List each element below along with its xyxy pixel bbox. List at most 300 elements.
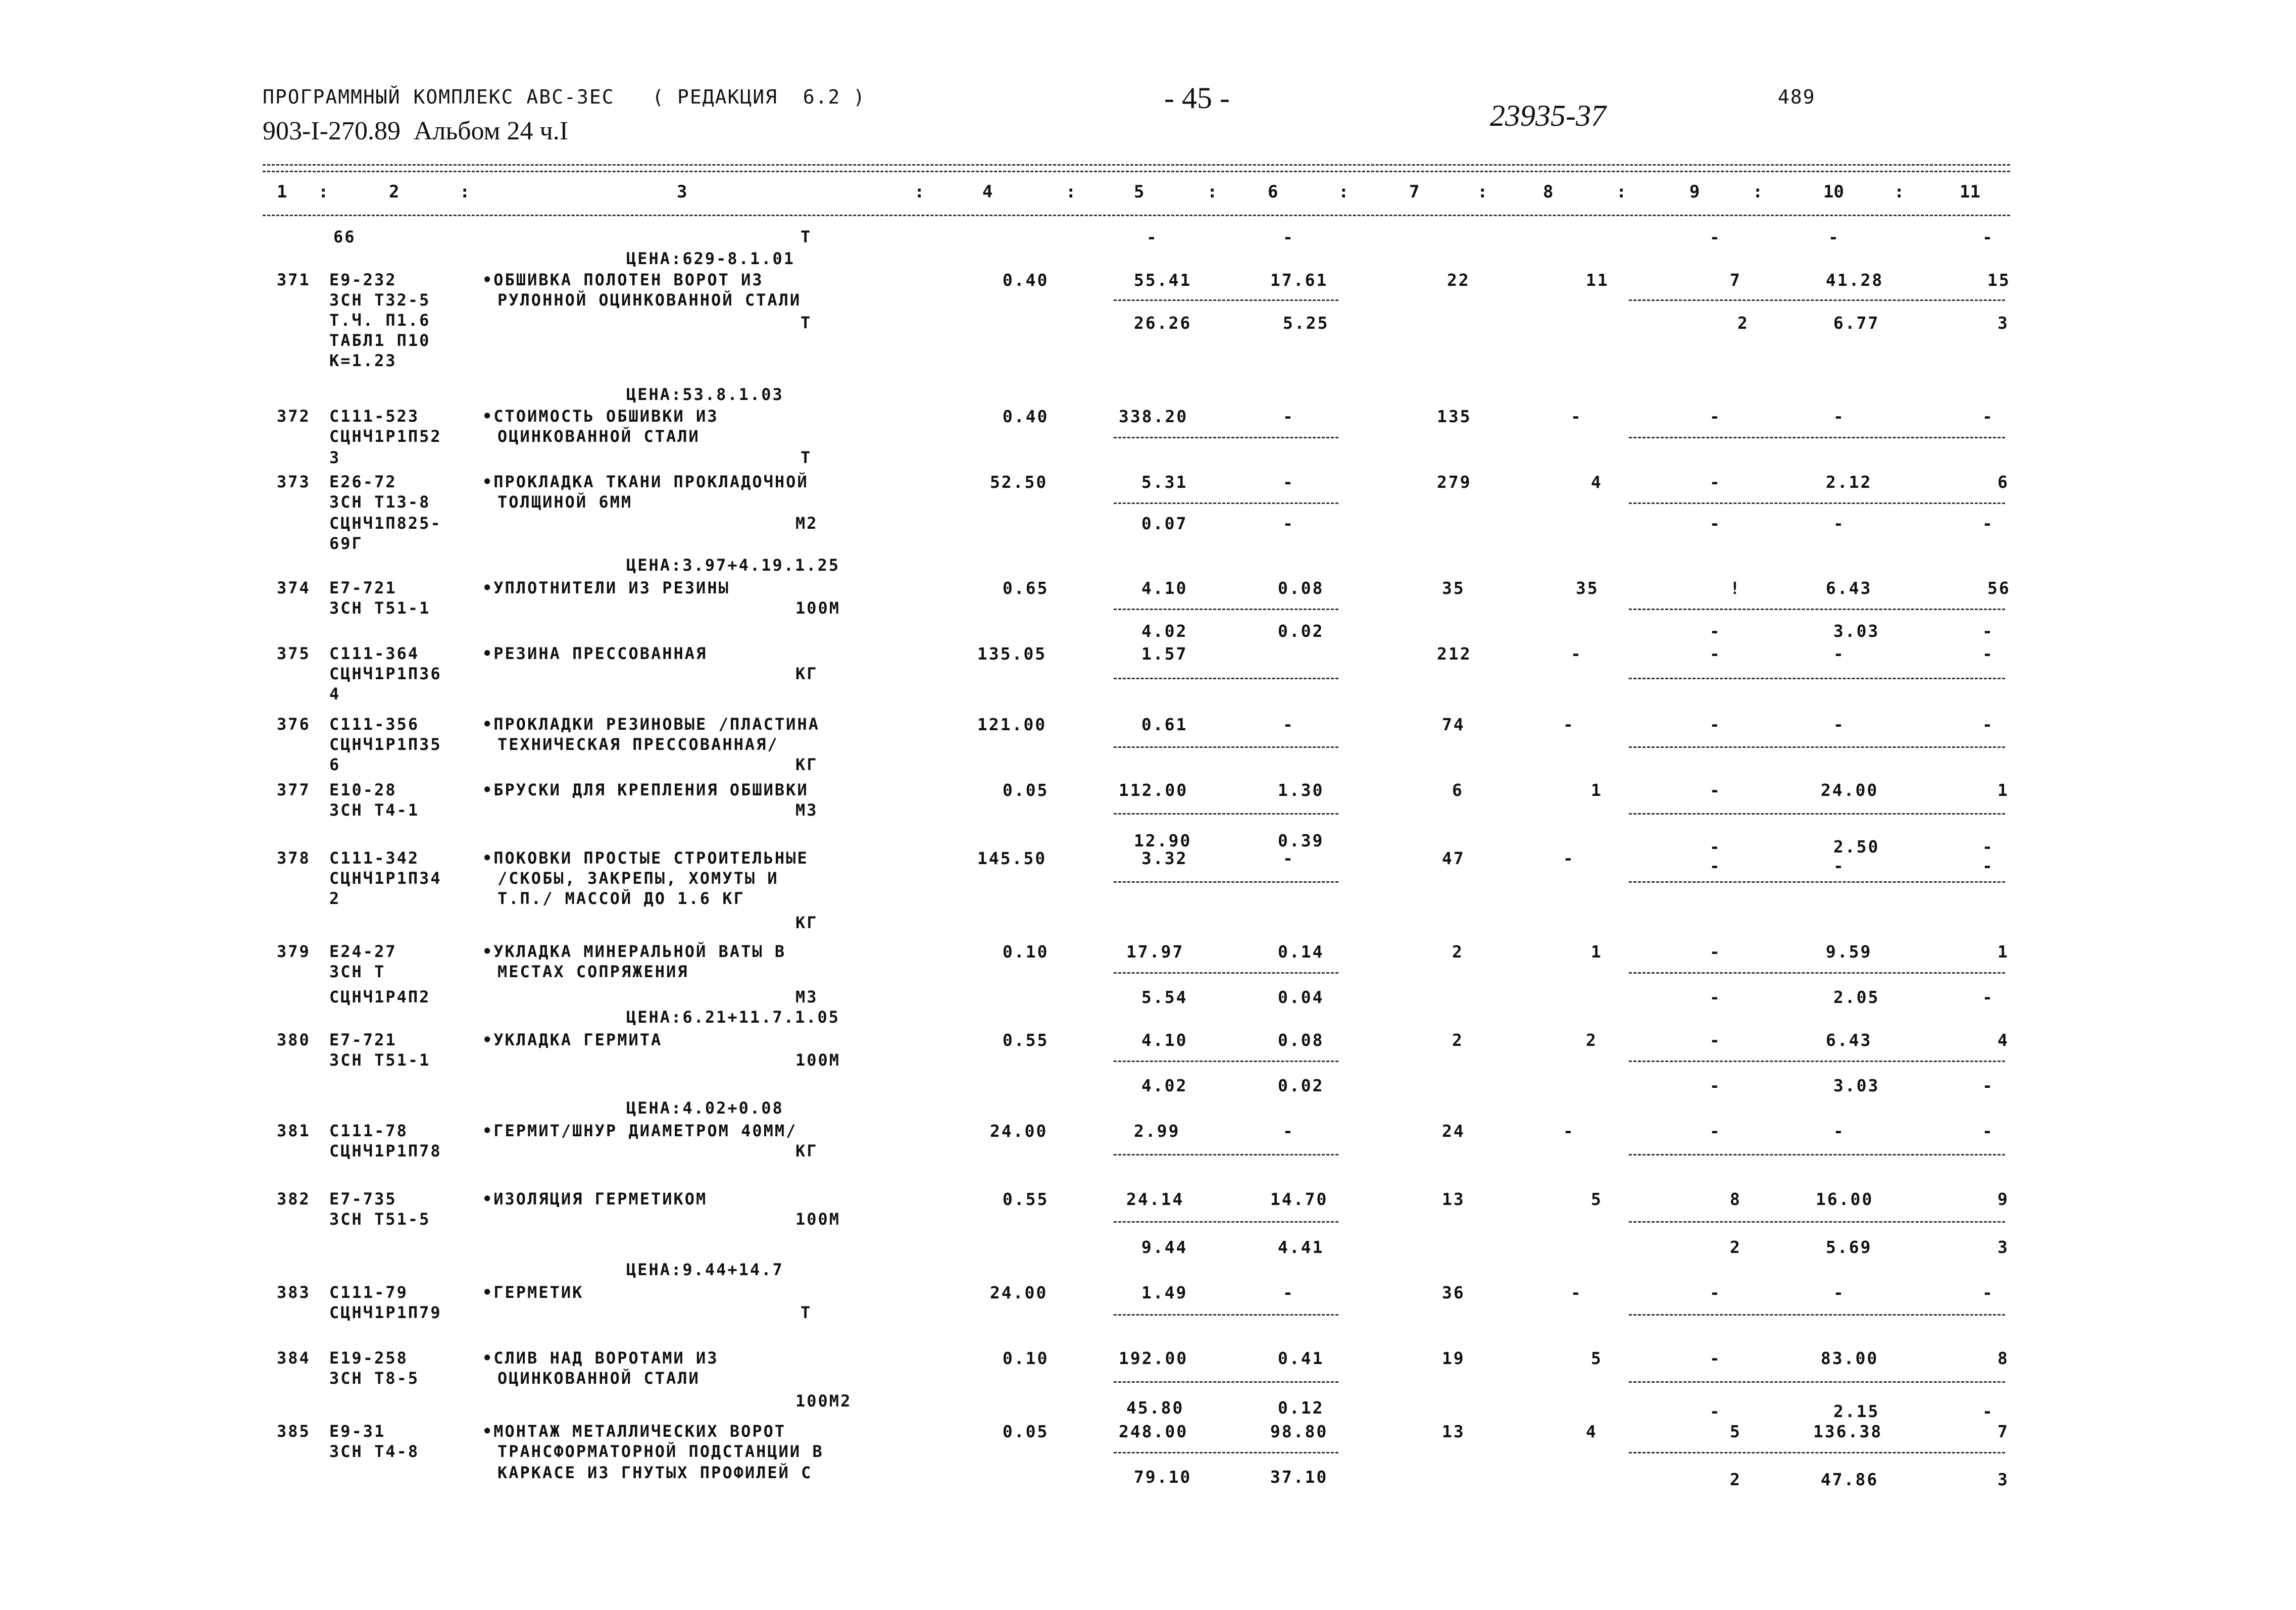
cell: 19 <box>1442 1348 1465 1368</box>
page-corner-number: 489 <box>1778 86 1816 108</box>
col-sep: : <box>1477 182 1488 202</box>
cell: 1 <box>1998 780 2009 800</box>
cell: 1 <box>1998 942 2009 962</box>
work-description: •УПЛОТНИТЕЛИ ИЗ РЕЗИНЫ <box>482 578 730 597</box>
col-sep: : <box>460 182 470 202</box>
cell: 1 <box>1591 780 1603 800</box>
cell: - <box>1283 848 1294 868</box>
norm-code: С111-356 <box>329 715 420 734</box>
subtotal-rule <box>1629 678 2005 679</box>
cell: 0.39 <box>1278 831 1324 850</box>
cell: 3 <box>1998 313 2009 333</box>
norm-code: Е9-31 <box>329 1422 386 1441</box>
cell: - <box>1283 514 1294 533</box>
unit: 100М2 <box>795 1391 852 1411</box>
work-description: МЕСТАХ СОПРЯЖЕНИЯ <box>497 962 689 981</box>
col-2: 2 <box>389 182 400 202</box>
cell: - <box>1982 514 1994 533</box>
cell: - <box>1710 1030 1721 1050</box>
quantity: 0.40 <box>1003 270 1049 290</box>
subtotal-rule <box>1629 813 2005 815</box>
row-number: 383 <box>277 1283 311 1302</box>
cell: 1.57 <box>1141 644 1188 664</box>
cell: - <box>1563 848 1575 868</box>
cell: 22 <box>1447 270 1470 290</box>
row-number: 373 <box>277 472 311 491</box>
quantity: 0.05 <box>1003 780 1049 800</box>
col-8: 8 <box>1543 182 1554 202</box>
col-9: 9 <box>1689 182 1700 202</box>
cell: 2 <box>1730 1470 1741 1489</box>
norm-code: К=1.23 <box>329 351 397 370</box>
col-sep: : <box>318 182 329 202</box>
quantity: 0.10 <box>1003 1348 1049 1368</box>
norm-code: С111-79 <box>329 1283 408 1302</box>
cell: 74 <box>1442 715 1465 734</box>
cell: 5.31 <box>1141 472 1188 492</box>
work-description: Т.П./ МАССОЙ ДО 1.6 КГ <box>497 889 745 908</box>
cell: - <box>1283 1121 1294 1141</box>
cell: 2 <box>1452 942 1464 962</box>
cell: 0.61 <box>1141 715 1188 734</box>
quantity: 0.65 <box>1003 578 1049 598</box>
subtotal-rule <box>1114 972 1338 974</box>
cell: - <box>1833 1121 1845 1141</box>
cell: - <box>1982 1401 1994 1421</box>
cell: - <box>1982 715 1994 734</box>
cell: 24.00 <box>1821 780 1879 800</box>
cell: 4.02 <box>1141 1076 1188 1095</box>
cell: 47.86 <box>1821 1470 1879 1489</box>
work-description: •ПРОКЛАДКИ РЕЗИНОВЫЕ /ПЛАСТИНА <box>482 715 820 734</box>
cell: - <box>1710 1121 1721 1141</box>
cell: 2.05 <box>1833 987 1880 1007</box>
cell: 83.00 <box>1821 1348 1879 1368</box>
work-description: ОЦИНКОВАННОЙ СТАЛИ <box>497 1369 700 1388</box>
cell: 37.10 <box>1270 1467 1328 1487</box>
subtotal-rule <box>1629 609 2005 610</box>
cell: 36 <box>1442 1283 1465 1302</box>
unit: М2 <box>795 514 818 533</box>
cell: 3.03 <box>1833 1076 1880 1095</box>
unit: М3 <box>795 800 818 820</box>
cell: - <box>1710 856 1721 876</box>
cell: 7 <box>1730 270 1741 290</box>
cell: 3.32 <box>1141 848 1188 868</box>
price-note: ЦЕНА:629-8.1.01 <box>626 249 795 268</box>
col-sep: : <box>914 182 925 202</box>
work-description: •БРУСКИ ДЛЯ КРЕПЛЕНИЯ ОБШИВКИ <box>482 780 809 799</box>
price-note: ЦЕНА:6.21+11.7.1.05 <box>626 1008 840 1027</box>
cell: - <box>1828 227 1840 247</box>
quantity: 0.10 <box>1003 942 1049 962</box>
unit: КГ <box>795 913 818 932</box>
quantity: 0.55 <box>1003 1189 1049 1209</box>
norm-code: СЦНЧ1Р1П34 <box>329 869 442 888</box>
cell: 2 <box>1730 1237 1741 1257</box>
norm-code: Е26-72 <box>329 472 397 491</box>
cell: 2 <box>1452 1030 1464 1050</box>
norm-code: СЦНЧ1Р4П2 <box>329 987 431 1007</box>
norm-code: Е7-721 <box>329 578 397 597</box>
cell: - <box>1833 644 1845 664</box>
subtotal-rule <box>1629 746 2005 748</box>
cell: 1.49 <box>1141 1283 1188 1302</box>
cell: 0.08 <box>1278 1030 1324 1050</box>
subtotal-rule <box>1114 746 1338 748</box>
cell: - <box>1982 644 1994 664</box>
cell: - <box>1563 1121 1575 1141</box>
subtotal-rule <box>1629 881 2005 883</box>
cell: - <box>1982 621 1994 641</box>
col-sep: : <box>1616 182 1627 202</box>
cell: - <box>1710 837 1721 857</box>
cell: 24.14 <box>1126 1189 1184 1209</box>
cell: - <box>1283 472 1294 492</box>
cell: 4 <box>1591 472 1603 492</box>
cell: - <box>1283 715 1294 734</box>
col-sep: : <box>1066 182 1076 202</box>
cell: - <box>1710 621 1721 641</box>
unit: 100М <box>795 598 841 618</box>
cell: 4.10 <box>1141 1030 1188 1050</box>
row-number: 371 <box>277 270 311 289</box>
doc-number: 23935-37 <box>1490 99 1606 132</box>
cell: 2.15 <box>1833 1401 1880 1421</box>
cell: 4.10 <box>1141 578 1188 598</box>
cell: - <box>1982 856 1994 876</box>
subtotal-rule <box>1114 1154 1338 1155</box>
work-description: •СТОИМОСТЬ ОБШИВКИ ИЗ <box>482 407 719 426</box>
col-1: 1 <box>277 182 287 202</box>
cell: 6 <box>1452 780 1464 800</box>
price-note: ЦЕНА:3.97+4.19.1.25 <box>626 556 840 575</box>
norm-code: СЦНЧ1Р1П79 <box>329 1303 442 1322</box>
norm-code: Е10-28 <box>329 780 397 799</box>
norm-code: СЦНЧ1Р1П35 <box>329 735 442 754</box>
work-description: РУЛОННОЙ ОЦИНКОВАННОЙ СТАЛИ <box>497 290 802 310</box>
quantity: 145.50 <box>977 848 1047 868</box>
work-description: ТЕХНИЧЕСКАЯ ПРЕССОВАННАЯ/ <box>497 735 779 754</box>
quantity: 24.00 <box>990 1283 1048 1302</box>
norm-code: СЦНЧ1Р1П36 <box>329 664 442 683</box>
cell: 24 <box>1442 1121 1465 1141</box>
row-number: 377 <box>277 780 311 799</box>
norm-code: 69Г <box>329 534 363 553</box>
row-ref: 66 <box>333 227 356 246</box>
cell: 26.26 <box>1134 313 1192 333</box>
norm-code: Е9-232 <box>329 270 397 289</box>
page-number: - 45 - <box>1164 81 1230 115</box>
cell: ! <box>1730 578 1741 598</box>
work-description: ТОЛЩИНОЙ 6ММ <box>497 492 633 512</box>
price-note: ЦЕНА:53.8.1.03 <box>626 385 784 404</box>
cell: 0.07 <box>1141 514 1188 533</box>
subtotal-rule <box>1114 1221 1338 1223</box>
cell: - <box>1146 227 1158 247</box>
cell: 2.99 <box>1134 1121 1180 1141</box>
work-description: •ИЗОЛЯЦИЯ ГЕРМЕТИКОМ <box>482 1189 708 1209</box>
album-label: 903-I-270.89 Альбом 24 ч.I <box>263 117 569 145</box>
cell: 4 <box>1998 1030 2009 1050</box>
cell: - <box>1833 856 1845 876</box>
cell: - <box>1833 407 1845 426</box>
quantity: 135.05 <box>977 644 1047 664</box>
cell: 2 <box>1586 1030 1598 1050</box>
cell: 47 <box>1442 848 1465 868</box>
cell: 45.80 <box>1126 1398 1184 1418</box>
norm-code: 4 <box>329 684 341 703</box>
work-description: •СЛИВ НАД ВОРОТАМИ ИЗ <box>482 1348 719 1368</box>
subtotal-rule <box>1629 1221 2005 1223</box>
work-description: •ПРОКЛАДКА ТКАНИ ПРОКЛАДОЧНОЙ <box>482 472 809 491</box>
norm-code: Е7-721 <box>329 1030 397 1049</box>
work-description: •РЕЗИНА ПРЕССОВАННАЯ <box>482 644 708 663</box>
norm-code: Е7-735 <box>329 1189 397 1209</box>
cell: 5.25 <box>1283 313 1329 333</box>
norm-code: ЗСН Т32-5 <box>329 290 431 310</box>
norm-code: С111-523 <box>329 407 420 426</box>
unit: Т <box>801 227 812 246</box>
norm-code: С111-78 <box>329 1121 408 1140</box>
row-number: 382 <box>277 1189 311 1209</box>
cell: 79.10 <box>1134 1467 1192 1487</box>
cell: - <box>1982 407 1994 426</box>
cell: - <box>1982 227 1994 247</box>
subtotal-rule <box>1629 1154 2005 1155</box>
norm-code: ЗСН Т51-5 <box>329 1210 431 1229</box>
cell: 16.00 <box>1816 1189 1874 1209</box>
cell: 8 <box>1730 1189 1741 1209</box>
work-description: •ГЕРМЕТИК <box>482 1283 584 1302</box>
cell: 0.41 <box>1278 1348 1324 1368</box>
norm-code: СЦНЧ1Р1П52 <box>329 427 442 446</box>
norm-code: Е24-27 <box>329 942 397 961</box>
table-header-rule <box>263 215 2010 216</box>
subtotal-rule <box>1629 1314 2005 1316</box>
unit: Т <box>801 448 812 467</box>
norm-code: ЗСН Т4-1 <box>329 800 420 820</box>
cell: 6.77 <box>1833 313 1880 333</box>
cell: 56 <box>1987 578 2011 598</box>
cell: 1.30 <box>1278 780 1324 800</box>
norm-code: ЗСН Т <box>329 962 386 981</box>
cell: - <box>1833 715 1845 734</box>
quantity: 0.40 <box>1003 407 1049 426</box>
cell: 5 <box>1730 1422 1741 1441</box>
cell: 0.02 <box>1278 1076 1324 1095</box>
cell: 11 <box>1586 270 1609 290</box>
cell: 14.70 <box>1270 1189 1328 1209</box>
cell: - <box>1283 407 1294 426</box>
cell: 5.54 <box>1141 987 1188 1007</box>
cell: - <box>1710 644 1721 664</box>
unit: КГ <box>795 664 818 683</box>
cell: 136.38 <box>1813 1422 1883 1441</box>
row-number: 375 <box>277 644 311 663</box>
cell: - <box>1710 472 1721 492</box>
cell: - <box>1563 715 1575 734</box>
cell: - <box>1710 1076 1721 1095</box>
cell: - <box>1982 1283 1994 1302</box>
quantity: 0.05 <box>1003 1422 1049 1441</box>
quantity: 121.00 <box>977 715 1047 734</box>
cell: 5.69 <box>1826 1237 1872 1257</box>
table-top-rule-2 <box>263 171 2010 172</box>
norm-code: Т.Ч. П1.6 <box>329 311 431 330</box>
cell: 15 <box>1987 270 2011 290</box>
unit: Т <box>801 313 812 332</box>
row-number: 385 <box>277 1422 311 1441</box>
subtotal-rule <box>1114 813 1338 815</box>
col-sep: : <box>1207 182 1218 202</box>
col-7: 7 <box>1409 182 1420 202</box>
subtotal-rule <box>1114 1452 1338 1453</box>
work-description: •МОНТАЖ МЕТАЛЛИЧЕСКИХ ВОРОТ <box>482 1422 786 1441</box>
quantity: 52.50 <box>990 472 1048 492</box>
cell: 41.28 <box>1826 270 1884 290</box>
cell: - <box>1710 987 1721 1007</box>
subtotal-rule <box>1629 437 2005 438</box>
cell: - <box>1283 227 1294 247</box>
cell: - <box>1710 514 1721 533</box>
cell: - <box>1710 942 1721 962</box>
col-4: 4 <box>982 182 993 202</box>
work-description: ОЦИНКОВАННОЙ СТАЛИ <box>497 427 700 446</box>
cell: 248.00 <box>1119 1422 1188 1441</box>
cell: 35 <box>1576 578 1599 598</box>
work-description: •ГЕРМИТ/ШНУР ДИАМЕТРОМ 40ММ/ <box>482 1121 797 1140</box>
norm-code: ЗСН Т51-1 <box>329 598 431 618</box>
cell: - <box>1982 837 1994 857</box>
program-header: ПРОГРАММНЫЙ КОМПЛЕКС АВС-3ЕС ( РЕДАКЦИЯ 6.2 ) <box>263 86 866 108</box>
quantity: 0.55 <box>1003 1030 1049 1050</box>
cell: 13 <box>1442 1422 1465 1441</box>
price-note: ЦЕНА:4.02+0.08 <box>626 1098 784 1118</box>
cell: 279 <box>1437 472 1472 492</box>
subtotal-rule <box>1629 972 2005 974</box>
cell: 2 <box>1737 313 1749 333</box>
unit: КГ <box>795 755 818 774</box>
cell: 9.44 <box>1141 1237 1188 1257</box>
col-sep: : <box>1338 182 1349 202</box>
cell: 3.03 <box>1833 621 1880 641</box>
cell: 7 <box>1998 1422 2009 1441</box>
row-number: 374 <box>277 578 311 597</box>
cell: 4.02 <box>1141 621 1188 641</box>
col-sep: : <box>1894 182 1905 202</box>
cell: 0.08 <box>1278 578 1324 598</box>
norm-code: ЗСН Т13-8 <box>329 492 431 512</box>
col-3: 3 <box>677 182 687 202</box>
subtotal-rule <box>1629 1452 2005 1453</box>
cell: 9.59 <box>1826 942 1872 962</box>
work-description: •ОБШИВКА ПОЛОТЕН ВОРОТ ИЗ <box>482 270 764 289</box>
col-6: 6 <box>1268 182 1278 202</box>
row-number: 378 <box>277 848 311 868</box>
cell: 1 <box>1591 942 1603 962</box>
cell: - <box>1982 1121 1994 1141</box>
cell: - <box>1710 1348 1721 1368</box>
subtotal-rule <box>1114 437 1338 438</box>
subtotal-rule <box>1114 1314 1338 1316</box>
work-description: •УКЛАДКА МИНЕРАЛЬНОЙ ВАТЫ В <box>482 942 786 961</box>
cell: - <box>1982 1076 1994 1095</box>
norm-code: ТАБЛ1 П10 <box>329 331 431 350</box>
subtotal-rule <box>1114 1061 1338 1062</box>
cell: 0.14 <box>1278 942 1324 962</box>
norm-code: ЗСН Т8-5 <box>329 1369 420 1388</box>
cell: 135 <box>1437 407 1472 426</box>
unit: КГ <box>795 1141 818 1161</box>
cell: - <box>1710 407 1721 426</box>
subtotal-rule <box>1114 609 1338 610</box>
cell: 338.20 <box>1119 407 1188 426</box>
cell: 212 <box>1437 644 1472 664</box>
norm-code: 2 <box>329 889 341 908</box>
subtotal-rule <box>1629 1061 2005 1062</box>
norm-code: ЗСН Т51-1 <box>329 1050 431 1070</box>
cell: 8 <box>1998 1348 2009 1368</box>
norm-code: С111-364 <box>329 644 420 663</box>
cell: 98.80 <box>1270 1422 1328 1441</box>
norm-code: 6 <box>329 755 341 774</box>
cell: - <box>1571 407 1582 426</box>
work-description: •УКЛАДКА ГЕРМИТА <box>482 1030 663 1049</box>
cell: - <box>1710 715 1721 734</box>
unit: 100М <box>795 1210 841 1229</box>
subtotal-rule <box>1114 299 1338 301</box>
table-top-rule <box>263 164 2010 166</box>
cell: - <box>1833 1283 1845 1302</box>
cell: 112.00 <box>1119 780 1188 800</box>
norm-code: ЗСН Т4-8 <box>329 1442 420 1461</box>
subtotal-rule <box>1629 502 2005 504</box>
col-sep: : <box>1753 182 1763 202</box>
col-11: 11 <box>1960 182 1980 202</box>
cell: - <box>1982 987 1994 1007</box>
cell: 17.97 <box>1126 942 1184 962</box>
cell: - <box>1710 1283 1721 1302</box>
row-number: 384 <box>277 1348 311 1368</box>
cell: 0.04 <box>1278 987 1324 1007</box>
subtotal-rule <box>1629 299 2005 301</box>
cell: 13 <box>1442 1189 1465 1209</box>
cell: 3 <box>1998 1237 2009 1257</box>
cell: 4 <box>1586 1422 1598 1441</box>
cell: - <box>1571 644 1582 664</box>
cell: 0.02 <box>1278 621 1324 641</box>
cell: 6 <box>1998 472 2009 492</box>
row-number: 381 <box>277 1121 311 1140</box>
col-10: 10 <box>1823 182 1844 202</box>
cell: 5 <box>1591 1348 1603 1368</box>
cell: 2.12 <box>1826 472 1872 492</box>
unit: М3 <box>795 987 818 1007</box>
cell: 0.12 <box>1278 1398 1324 1418</box>
norm-code: СЦНЧ1П825- <box>329 514 442 533</box>
cell: 192.00 <box>1119 1348 1188 1368</box>
cell: 5 <box>1591 1189 1603 1209</box>
subtotal-rule <box>1114 502 1338 504</box>
cell: 3 <box>1998 1470 2009 1489</box>
row-number: 372 <box>277 407 311 426</box>
cell: 6.43 <box>1826 1030 1872 1050</box>
norm-code: Е19-258 <box>329 1348 408 1368</box>
cell: - <box>1283 1283 1294 1302</box>
subtotal-rule <box>1114 1381 1338 1383</box>
unit: 100М <box>795 1050 841 1070</box>
